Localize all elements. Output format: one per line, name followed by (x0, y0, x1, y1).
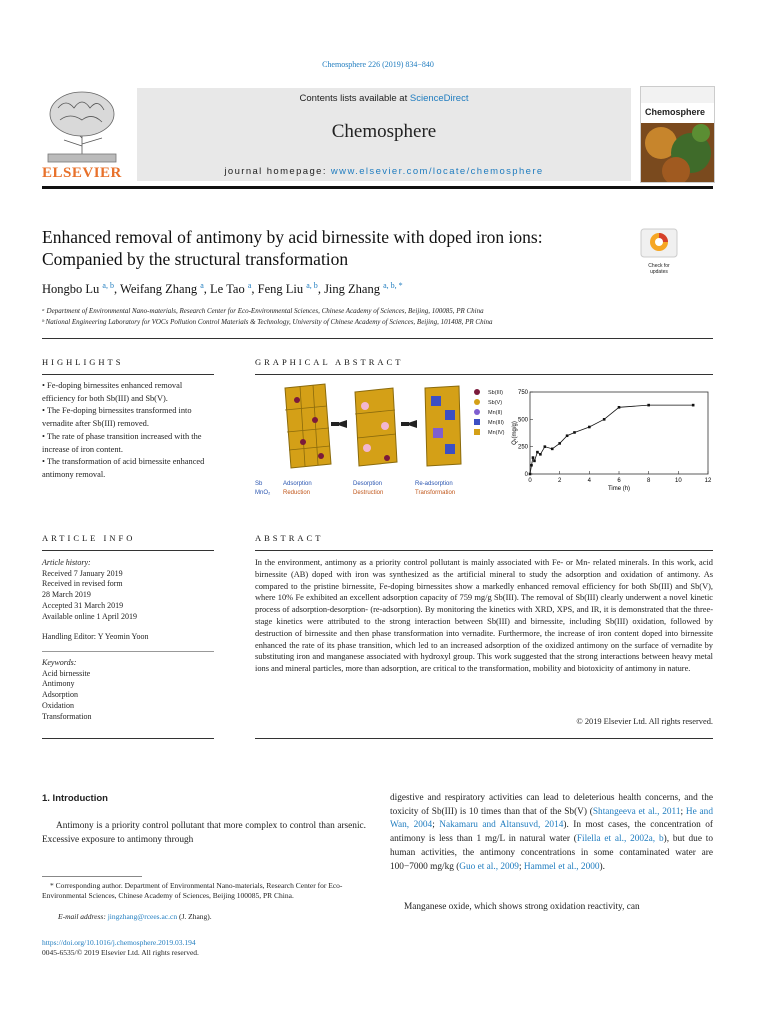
intro-right-paragraph (390, 792, 713, 874)
text-run: ), but due to human activities, the antimony concentrations in some contaminated water are 100−7000 mg/kg ( (390, 834, 714, 872)
email-link[interactable]: jingzhang@rcees.ac.cn (107, 912, 178, 921)
left-label: Sb (255, 481, 263, 487)
keywords-label: Keywords: (42, 658, 77, 667)
author-affiliation-marker[interactable]: a, b (102, 281, 114, 290)
author-name[interactable]: Feng Liu (257, 282, 304, 297)
journal-homepage (137, 166, 631, 177)
stage-1-structure (285, 384, 331, 468)
highlights-heading: HIGHLIGHTS (42, 357, 124, 367)
data-point (544, 445, 547, 448)
graphical-abstract-heading: GRAPHICAL ABSTRACT (255, 357, 404, 367)
data-point (533, 460, 536, 463)
citation-link[interactable]: He and Wan, 2004 (390, 806, 713, 831)
article-history (42, 558, 137, 622)
history-line: 28 March 2019 (42, 590, 91, 600)
stage-top-label: Desorption (353, 481, 383, 487)
abstract-heading: ABSTRACT (255, 533, 324, 543)
y-tick-label: 500 (517, 417, 528, 424)
crossmark-label: Check for updates (648, 263, 670, 275)
article-info-rule (42, 550, 214, 551)
stage-label-2 (353, 480, 383, 498)
affiliation-rule (42, 338, 713, 339)
email-label: E-mail address: (58, 912, 108, 921)
article-info-heading: ARTICLE INFO (42, 533, 136, 543)
highlights-list (42, 380, 214, 482)
stage-2-structure (355, 388, 397, 466)
text-run: ; (518, 861, 524, 872)
stage-label-1 (283, 480, 312, 498)
elsevier-wordmark: ELSEVIER (42, 165, 122, 181)
copyright-line: © 2019 Elsevier Ltd. All rights reserved. (576, 717, 713, 726)
keywords-rule (42, 651, 214, 652)
author-name[interactable]: Weifang Zhang (120, 282, 198, 297)
keyword: Transformation (42, 711, 92, 721)
text-run: digestive and respiratory activities can lead to deleterious health concerns, and the toxicity of Sb(III) is 10 times than that of the Sb(V) ( (390, 793, 713, 817)
stage-top-label: Re-adsorption (415, 481, 453, 487)
highlight-text: The transformation of acid birnessite enhanced antimony removal. (42, 457, 205, 479)
highlight-text: The rate of phase transition increased with the increase of iron content. (42, 431, 202, 454)
x-tick-label: 4 (587, 478, 592, 484)
species-legend (474, 389, 480, 435)
author-affiliation-marker[interactable]: a, b (306, 281, 318, 290)
x-tick-label: 8 (646, 478, 651, 484)
x-tick-label: 10 (674, 478, 682, 484)
y-axis-label: Qₜ(mg/g) (512, 421, 518, 445)
history-line: Received in revised form (42, 579, 123, 589)
citation-link[interactable]: Guo et al., 2009 (459, 861, 519, 872)
y-tick-label: 750 (517, 390, 528, 396)
email-suffix: (J. Zhang). (177, 912, 212, 921)
y-tick-label: 250 (517, 444, 528, 451)
stage-bottom-label: Transformation (415, 490, 456, 496)
highlight-item: • The transformation of acid birnessite enhanced antimony removal. (42, 457, 205, 479)
citation-link[interactable]: Filella et al., 2002a, b (576, 834, 664, 845)
highlight-text: Fe-doping birnessites enhanced removal efficiency for both Sb(III) and Sb(V). (42, 381, 183, 403)
crossmark-icon (640, 228, 678, 258)
citation-link[interactable]: Nakamaru and Altansuvd, 2014 (439, 820, 564, 831)
legend-label: Mn(IV) (488, 430, 505, 436)
author-name[interactable]: Hongbo Lu (42, 282, 100, 297)
stage-bottom-label: Destruction (353, 490, 384, 496)
issn-line: 0045-6535/© 2019 Elsevier Ltd. All rights reserved. (42, 948, 199, 957)
data-point (558, 442, 561, 445)
journal-reference[interactable]: Chemosphere 226 (2019) 834−840 (322, 60, 434, 69)
abstract-end-rule (255, 738, 713, 739)
text-run: ). (599, 861, 605, 872)
data-point (536, 451, 539, 454)
abstract-text: In the environment, antimony as a priority control pollutant is mainly associated with Fe- or Mn- related minerals. In this work, acid birnessite (AB) doped with iron was synthesized as the artificial mineral to study the adsorption and oxidation of antimony. As compared to the pristine birnessite, Fe-doping birnessites show a markedly enhanced removal efficiency for both Sb(III) and Sb(V), where 10% Fe exhibited an excellent adsorption capacity of 759 mg/g Sb(III). The removal of Sb(III) clearly underwent a novel kinetic process of adsorption-desorption- (re-adsorption). By monitoring the kinetics with XRD, XPS, and IR, it is demonstrated that the three-stage kinetics were attributed to the strong interaction between Sb(III) and birnessite, including Sb(III) oxidation, followed by destruction of birnessite and then phase transformation into vernadite. Furthermore, the increase of iron content doped into birnessite enhanced the rate of its phase transition, which led to an increased adsorption of the oxidized antimony on the surface of vernadite by substituting iron and manganese associated with hydroxyl group. This work suggested that the strong interactions between heavy metal ions and mineral particles, more than adsorption, are critical to the transformation, mobility and biotoxicity of antimony in nature. (255, 558, 713, 674)
doi-link[interactable]: https://doi.org/10.1016/j.chemosphere.2019.03.194 (42, 938, 196, 947)
legend-label: Mn(II) (488, 410, 503, 416)
graphical-abstract-figure (255, 380, 713, 500)
data-point (530, 464, 533, 467)
keyword: Oxidation (42, 700, 74, 710)
data-point (692, 404, 695, 407)
legend-label: Sb(III) (488, 390, 503, 396)
homepage-prefix: journal homepage: (224, 166, 331, 177)
author-name[interactable]: Jing Zhang (324, 282, 380, 297)
history-label: Article history: (42, 558, 91, 567)
homepage-link[interactable]: www.elsevier.com/locate/chemosphere (330, 166, 544, 177)
x-tick-label: 12 (704, 478, 712, 484)
plot-frame (530, 392, 708, 474)
keywords (42, 658, 91, 722)
graphical-abstract-rule (255, 374, 713, 375)
x-tick-label: 6 (617, 478, 621, 484)
affiliation-b: ᵇ National Engineering Laboratory for VOCs Pollution Control Materials & Technology, University of Chinese Academy of Sciences, Beijing, 101408, PR China (42, 318, 493, 326)
kinetics-chart (510, 380, 713, 498)
text-run: ; (432, 820, 440, 831)
journal-name: Chemosphere (331, 121, 437, 142)
data-point (573, 431, 576, 434)
history-line: Received 7 January 2019 (42, 568, 123, 578)
footnote-rule (42, 876, 142, 877)
stage-label-3 (415, 480, 455, 498)
email-line (58, 912, 212, 922)
article-title: Enhanced removal of antimony by acid birnessite with doped iron ions: Companied by the structural transformation (42, 227, 543, 269)
intro-heading: 1. Introduction (42, 793, 108, 804)
data-point (603, 418, 606, 421)
sciencedirect-link[interactable]: ScienceDirect (409, 93, 469, 104)
history-line: Available online 1 April 2019 (42, 611, 137, 621)
legend-labels (488, 388, 505, 438)
x-tick-label: 2 (557, 478, 562, 484)
series-line (530, 405, 693, 474)
keyword: Acid birnessite (42, 668, 91, 678)
data-point (539, 453, 542, 456)
highlight-item: • Fe-doping birnessites enhanced removal efficiency for both Sb(III) and Sb(V). (42, 381, 183, 403)
data-point (566, 434, 569, 437)
handling-editor: Handling Editor: Y Yeomin Yoon (42, 632, 149, 641)
stage-top-label: Adsorption (283, 481, 312, 487)
affiliation-a: ᵃ Department of Environmental Nano-materials, Research Center for Eco-Environmental Sciences, Chinese Academy of Sciences, Beijing, 100085, PR China (42, 307, 484, 315)
stage-3-structure (425, 386, 461, 466)
y-tick-label: 0 (524, 472, 528, 478)
legend-label: Mn(III) (488, 420, 504, 426)
legend-label: Sb(V) (488, 400, 503, 406)
data-point (529, 473, 532, 476)
x-tick-label: 0 (528, 478, 532, 484)
cover-image (641, 123, 714, 182)
intro-left-paragraph: Antimony is a priority control pollutant that more complex to control than arsenic. Excessive exposure to antimony through (42, 821, 366, 845)
data-point (588, 426, 591, 429)
cover-title: Chemosphere (645, 107, 706, 117)
keyword: Adsorption (42, 690, 78, 700)
data-point (532, 456, 535, 459)
author-affiliation-marker[interactable]: a (247, 281, 252, 290)
check-for-updates-button[interactable] (640, 228, 678, 275)
text-run: ; (680, 806, 686, 817)
x-axis-label: Time (h) (607, 486, 631, 492)
keyword: Antimony (42, 679, 75, 689)
contents-prefix: Contents lists available at (299, 93, 410, 104)
data-point (551, 448, 554, 451)
corresponding-author-note: * Corresponding author. Department of Environmental Nano-materials, Research Center for Eco-Environmental Sciences, Chinese Academy of Sciences, Beijing 100085, PR China. (42, 881, 343, 900)
header-rule (42, 186, 713, 189)
left-label: MnO₂ (255, 490, 271, 496)
author-name[interactable]: Le Tao (210, 282, 245, 297)
intro-right-paragraph-2: Manganese oxide, which shows strong oxidation reactivity, can (404, 902, 640, 912)
highlight-item: • The Fe-doping birnessites transformed into vernadite after Sb(III) removed. (42, 406, 192, 429)
elsevier-tree-logo (40, 88, 124, 164)
highlight-text: The Fe-doping birnessites transformed into vernadite after Sb(III) removed. (42, 406, 192, 429)
author-affiliation-marker[interactable]: a, b, * (383, 281, 403, 290)
contents-line (137, 93, 631, 104)
highlights-rule (42, 374, 214, 375)
data-point (647, 404, 650, 407)
citation-link[interactable]: Hammel et al., 2000 (523, 861, 600, 872)
left-stage-labels (255, 480, 270, 498)
data-point (618, 406, 621, 409)
journal-cover (640, 86, 715, 183)
text-run: ). In most cases, the concentration of antimony is less than 1 mg/L in natural water ( (390, 820, 713, 845)
history-line: Accepted 31 March 2019 (42, 600, 124, 610)
author-list: Hongbo Lu $^{a, b}$, Weifang Zhang $^a$, Le Tao $^a$, Feng Liu $^{a, b}$, Jing Zhang $^{a, b, *}$ (42, 281, 403, 297)
highlight-item: • The rate of phase transition increased with the increase of iron content. (42, 431, 202, 454)
citation-link[interactable]: Shtangeeva et al., 2011 (592, 806, 681, 817)
abstract-rule (255, 550, 713, 551)
article-info-end-rule (42, 738, 214, 739)
stage-bottom-label: Reduction (283, 490, 311, 496)
author-affiliation-marker[interactable]: a (200, 281, 204, 290)
